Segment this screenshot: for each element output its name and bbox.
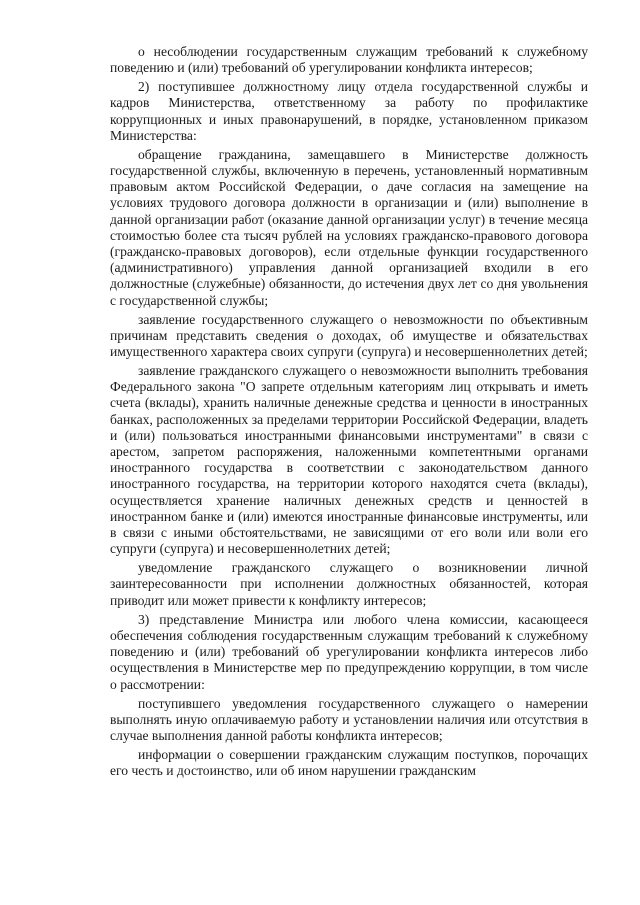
paragraph-continuation: о несоблюдении государственным служащим требований к служебному поведению и (или) требований об урегулировании конфликта интересов; bbox=[110, 44, 588, 76]
paragraph-misconduct-info: информации о совершении гражданским служащим поступков, порочащих его честь и достоинство, или об ином нарушении гражданским bbox=[110, 746, 588, 779]
paragraph-income-statement: заявление государственного служащего о невозможности по объективным причинам представить сведения о доходах, об имуществе и обязательствах имущественного характера своих супруги (супруга) и несовершеннолетних детей; bbox=[110, 311, 588, 360]
paragraph-item-2: 2) поступившее должностному лицу отдела государственной службы и кадров Министерства, ответственному за работу по профилактике коррупционных и иных правонарушений, в порядке, установленном приказом Министерства: bbox=[110, 79, 588, 143]
document-body bbox=[110, 44, 588, 779]
paragraph-citizen-appeal: обращение гражданина, замещавшего в Министерстве должность государственной службы, включенную в перечень, установленный нормативным правовым актом Российской Федерации, о даче согласия на замещение на условиях трудового договора должности в организации и (или) выполнение в данной организации работ (оказание данной организации услуг) в течение месяца стоимостью более ста тысяч рублей на условиях гражданско-правового договора (гражданско-правовых договоров), если отдельные функции государственного (административного) управления данной организацией входили в его должностные (служебные) обязанности, до истечения двух лет со дня увольнения с государственной службы; bbox=[110, 146, 588, 308]
paragraph-item-3: 3) представление Министра или любого члена комиссии, касающееся обеспечения соблюдения государственным служащим требований к служебному поведению и (или) требований об урегулировании конфликта интересов либо осуществления в Министерстве мер по предупреждению коррупции, в том числе о рассмотрении: bbox=[110, 611, 588, 692]
paragraph-conflict-notice: уведомление гражданского служащего о возникновении личной заинтересованности при исполнении должностных обязанностей, которая приводит или может привести к конфликту интересов; bbox=[110, 560, 588, 608]
paragraph-foreign-accounts: заявление гражданского служащего о невозможности выполнить требования Федерального закона "О запрете отдельным категориям лиц открывать и иметь счета (вклады), хранить наличные денежные средства и ценности в иностранных банках, расположенных за пределами территории Российской Федерации, владеть и (или) пользоваться иностранными финансовыми инструментами" в связи с арестом, запретом распоряжения, наложенными компетентными органами иностранного государства в соответствии с законодательством данного иностранного государства, на территории которого находятся счета (вклады), осуществляется хранение наличных денежных средств и ценностей в иностранном банке и (или) имеются иностранные финансовые инструменты, или в связи с иными обстоятельствами, не зависящими от его воли или воли его супруги (супруга) и несовершеннолетних детей; bbox=[110, 363, 588, 557]
paragraph-paid-work-notice: поступившего уведомления государственного служащего о намерении выполнять иную оплачиваемую работу и установлении наличия или отсутствия в случае выполнения данной работы конфликта интересов; bbox=[110, 695, 588, 743]
